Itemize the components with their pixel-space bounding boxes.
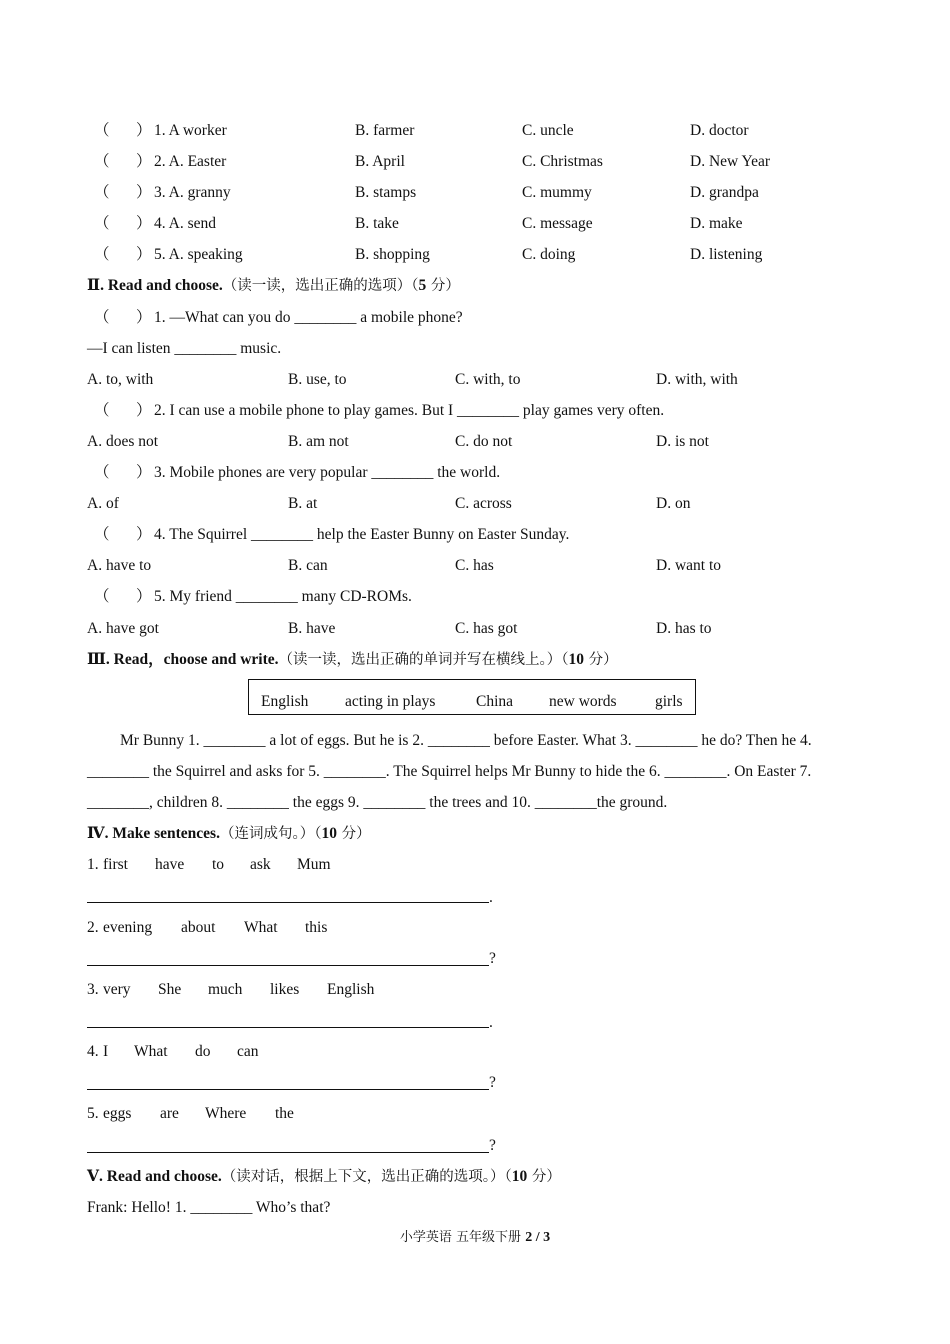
passage-line-3: ________, children 8. ________ the eggs 9. ________ the trees and 10. ________the ground. <box>87 794 668 811</box>
scrambled-word: eggs <box>103 1105 132 1122</box>
answer-paren-open: （ <box>94 122 110 139</box>
option-d: D. with, with <box>656 371 738 388</box>
page-footer <box>0 1226 950 1246</box>
answer-paren-open: （ <box>94 215 110 232</box>
section4-heading <box>87 824 371 844</box>
word-bank-item: acting in plays <box>345 693 436 710</box>
answer-paren-close: ） <box>136 402 152 419</box>
option-d: D. make <box>690 215 743 232</box>
answer-line[interactable] <box>87 902 489 903</box>
answer-line[interactable] <box>87 1027 489 1028</box>
option-a: A. does not <box>87 433 159 450</box>
section3-heading-en: Ⅲ. Read，choose and write. <box>87 651 279 668</box>
scrambled-word: She <box>158 981 182 998</box>
answer-paren-open: （ <box>94 464 110 481</box>
option-b: B. can <box>288 557 328 574</box>
section3-heading <box>87 650 618 670</box>
option-a: 2. A. Easter <box>154 153 227 170</box>
scrambled-word: can <box>237 1043 259 1060</box>
section3-heading-score: 10 <box>568 651 585 668</box>
option-a: A. have to <box>87 557 152 574</box>
answer-paren-close: ） <box>136 309 152 326</box>
item-number: 2. <box>87 919 99 936</box>
option-b: B. have <box>288 620 336 637</box>
section2-heading-end: 分） <box>426 278 460 294</box>
section4-heading-cn: （连词成句。）（ <box>219 826 322 842</box>
word-bank-item: English <box>261 693 309 710</box>
question-text: 5. My friend ________ many CD-ROMs. <box>154 588 412 605</box>
section4-heading-en: Ⅳ. Make sentences. <box>87 825 220 842</box>
section2-heading <box>87 276 460 296</box>
section2-heading-cn: （读一读，选出正确的选项）（ <box>222 278 419 294</box>
item-number: 3. <box>87 981 99 998</box>
passage-line-1: Mr Bunny 1. ________ a lot of eggs. But he is 2. ________ before Easter. What 3. ________ he do? Then he 4. <box>120 732 812 749</box>
option-c: C. with, to <box>455 371 521 388</box>
answer-paren-close: ） <box>136 464 152 481</box>
question-text: 4. The Squirrel ________ help the Easter Bunny on Easter Sunday. <box>154 526 570 543</box>
answer-paren-close: ） <box>136 122 152 139</box>
sentence-end-mark: . <box>489 889 493 906</box>
word-bank-box <box>248 679 696 715</box>
scrambled-word: What <box>244 919 278 936</box>
scrambled-word: to <box>212 856 225 873</box>
scrambled-word: do <box>195 1043 211 1060</box>
option-a: A. to, with <box>87 371 154 388</box>
option-c: C. mummy <box>522 184 592 201</box>
option-d: D. grandpa <box>690 184 759 201</box>
option-a: 4. A. send <box>154 215 216 232</box>
word-bank-item: China <box>476 693 514 710</box>
scrambled-word: Where <box>205 1105 247 1122</box>
option-a: 1. A worker <box>154 122 227 139</box>
answer-paren-open: （ <box>94 246 110 263</box>
option-a: 5. A. speaking <box>154 246 243 263</box>
option-d: D. doctor <box>690 122 749 139</box>
option-c: C. message <box>522 215 593 232</box>
sentence-end-mark: ? <box>489 1137 496 1154</box>
answer-paren-open: （ <box>94 184 110 201</box>
scrambled-word: ask <box>250 856 271 873</box>
section3-heading-end: 分） <box>584 652 618 668</box>
section5-heading-score: 10 <box>511 1168 528 1185</box>
item-number: 4. <box>87 1043 99 1060</box>
option-b: B. am not <box>288 433 349 450</box>
footer-text: 小学英语 五年级下册 <box>399 1230 526 1245</box>
option-d: D. New Year <box>690 153 771 170</box>
question-text-2: —I can listen ________ music. <box>87 340 282 357</box>
scrambled-word: What <box>134 1043 168 1060</box>
option-b: B. stamps <box>355 184 417 201</box>
page-number: 2 / 3 <box>525 1230 551 1245</box>
scrambled-word: evening <box>103 919 153 936</box>
answer-paren-close: ） <box>136 588 152 605</box>
option-a: A. of <box>87 495 119 512</box>
scrambled-word: first <box>103 856 128 873</box>
answer-paren-close: ） <box>136 246 152 263</box>
answer-paren-close: ） <box>136 153 152 170</box>
option-c: C. do not <box>455 433 513 450</box>
item-number: 5. <box>87 1105 99 1122</box>
option-c: C. has <box>455 557 494 574</box>
option-c: C. Christmas <box>522 153 603 170</box>
scrambled-word: likes <box>270 981 300 998</box>
answer-paren-open: （ <box>94 309 110 326</box>
section2-heading-en: Ⅱ. Read and choose. <box>87 277 223 294</box>
option-b: B. use, to <box>288 371 347 388</box>
word-bank-item: new words <box>549 693 617 710</box>
question-text: 3. Mobile phones are very popular ________ the world. <box>154 464 501 481</box>
answer-paren-close: ） <box>136 215 152 232</box>
scrambled-word: Mum <box>297 856 331 873</box>
option-d: D. on <box>656 495 691 512</box>
option-b: B. farmer <box>355 122 415 139</box>
option-b: B. shopping <box>355 246 430 263</box>
scrambled-word: about <box>181 919 216 936</box>
option-c: C. has got <box>455 620 518 637</box>
section5-heading <box>87 1167 561 1187</box>
answer-paren-open: （ <box>94 402 110 419</box>
answer-line[interactable] <box>87 965 489 966</box>
passage-line-2: ________ the Squirrel and asks for 5. ________. The Squirrel helps Mr Bunny to hide the 6. ________. On Easter 7. <box>87 763 812 780</box>
option-c: C. doing <box>522 246 576 263</box>
option-d: D. has to <box>656 620 712 637</box>
word-bank-item: girls <box>655 693 683 710</box>
scrambled-word: very <box>103 981 131 998</box>
scrambled-word: English <box>327 981 375 998</box>
scrambled-word: are <box>160 1105 179 1122</box>
scrambled-word: much <box>208 981 243 998</box>
option-b: B. take <box>355 215 399 232</box>
section5-heading-cn: （读对话，根据上下文，选出正确的选项。）（ <box>221 1169 512 1185</box>
sentence-end-mark: ? <box>489 950 496 967</box>
option-d: D. listening <box>690 246 763 263</box>
item-number: 1. <box>87 856 99 873</box>
scrambled-word: the <box>275 1105 294 1122</box>
section4-heading-end: 分） <box>336 826 371 842</box>
question-text: 2. I can use a mobile phone to play games. But I ________ play games very often. <box>154 402 665 419</box>
dialogue-line: Frank: Hello! 1. ________ Who’s that? <box>87 1199 331 1216</box>
question-text: 1. —What can you do ________ a mobile phone? <box>154 309 463 326</box>
option-d: D. want to <box>656 557 722 574</box>
section3-heading-cn: （读一读，选出正确的单词并写在横线上。）（ <box>278 652 569 668</box>
answer-paren-open: （ <box>94 526 110 543</box>
option-b: B. at <box>288 495 318 512</box>
scrambled-word: have <box>155 856 185 873</box>
scrambled-word: I <box>103 1043 109 1060</box>
answer-line[interactable] <box>87 1152 489 1153</box>
section2-heading-score: 5 <box>418 277 427 294</box>
option-c: C. across <box>455 495 512 512</box>
option-d: D. is not <box>656 433 709 450</box>
sentence-end-mark: ? <box>489 1074 496 1091</box>
answer-paren-close: ） <box>136 526 152 543</box>
scrambled-word: this <box>305 919 328 936</box>
answer-paren-close: ） <box>136 184 152 201</box>
option-a: A. have got <box>87 620 159 637</box>
section5-heading-end: 分） <box>527 1169 561 1185</box>
option-b: B. April <box>355 153 405 170</box>
option-c: C. uncle <box>522 122 574 139</box>
section4-heading-score: 10 <box>321 825 337 842</box>
answer-paren-open: （ <box>94 153 110 170</box>
option-a: 3. A. granny <box>154 184 231 201</box>
sentence-end-mark: . <box>489 1014 493 1031</box>
section5-heading-en: Ⅴ. Read and choose. <box>87 1168 222 1185</box>
answer-line[interactable] <box>87 1089 489 1090</box>
answer-paren-open: （ <box>94 588 110 605</box>
